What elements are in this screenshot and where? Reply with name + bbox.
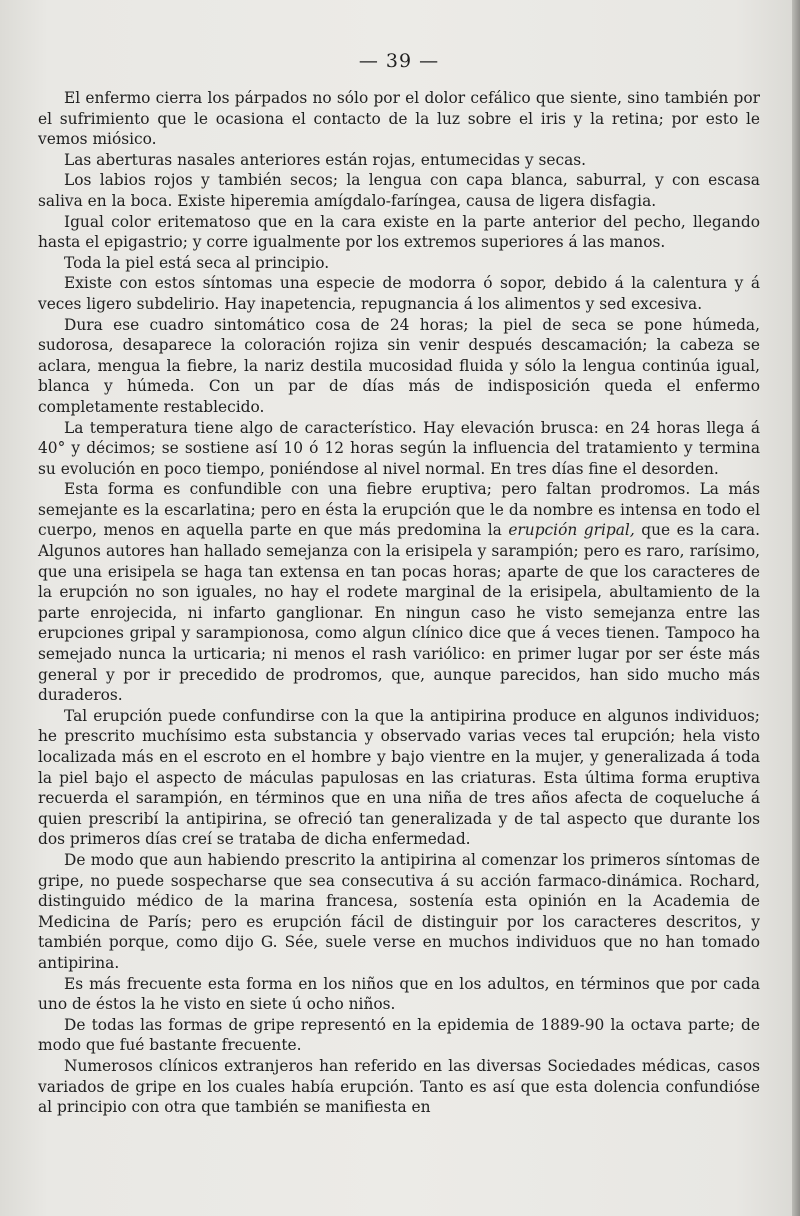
paragraph: Igual color eritematoso que en la cara existe en la parte anterior del pecho, llegando hasta el epigastrio; y corre igualmente por los extremos superiores á las manos. — [38, 212, 760, 252]
paragraph-text: Esta forma es confundible con una fiebre eruptiva; pero faltan prodromos. La más semejante es la escarlatina; pero en ésta la erupción que le da nombre es intensa en todo el cuerpo, menos en aquella parte en que más predomina la — [38, 480, 760, 540]
page-edge — [792, 0, 800, 1216]
paragraph: El enfermo cierra los párpados no sólo por el dolor cefálico que siente, sino también por el sufrimiento que le ocasiona el contacto de la luz sobre el iris y la retina; por esto le vemos miósico. — [38, 89, 760, 149]
paragraph: Dura ese cuadro sintomático cosa de 24 horas; la piel de seca se pone húmeda, sudorosa, desaparece la coloración rojiza sin venir después descamación; la cabeza se aclara, mengua la fiebre, la nariz destila mucosidad fluida y sólo la lengua continúa igual, blanca y húmeda. Con un par de días más de indisposición queda el enfermo completamente restablecido. — [38, 315, 760, 416]
emphasis-text: erupción gripal, — [508, 521, 635, 540]
paragraph: Los labios rojos y también secos; la lengua con capa blanca, saburral, y con escasa saliva en la boca. Existe hiperemia amígdalo-faríngea, causa de ligera disfagia. — [38, 171, 760, 210]
paragraph: Tal erupción puede confundirse con la que la antipirina produce en algunos individuos; he prescrito muchísimo esta substancia y observado varias veces tal erupción; hela visto localizada más en el escroto en el hombre y bajo vientre en la mujer, y generalizada á toda la piel bajo el aspecto de máculas papulosas en las criaturas. Esta última forma eruptiva recuerda el sarampión, en términos que en una niña de tres años afecta de coqueluche á quien prescribí la antipirina, se ofreció tan generalizada y de tal aspecto que durante los dos primeros días creí se trataba de dicha enfermedad. — [38, 706, 760, 849]
paragraph: Toda la piel está seca al principio. — [64, 253, 330, 272]
page-number: — 39 — — [358, 50, 440, 72]
paragraph: Numerosos clínicos extranjeros han referido en las diversas Sociedades médicas, casos variados de gripe en los cuales había erupción. Tanto es así que esta dolencia confundióse al principio con otra que también se manifiesta en — [38, 1056, 760, 1117]
paragraph: Existe con estos síntomas una especie de modorra ó sopor, debido á la calentura y á veces ligero subdelirio. Hay inapetencia, repugnancia á los alimentos y sed excesiva. — [38, 274, 760, 313]
paragraph: Las aberturas nasales anteriores están rojas, entumecidas y secas. — [64, 150, 587, 169]
paragraph: Es más frecuente esta forma en los niños que en los adultos, en términos que por cada uno de éstos la he visto en siete ú ocho niños. — [38, 974, 760, 1014]
paragraph — [38, 479, 760, 706]
paragraph: La temperatura tiene algo de característico. Hay elevación brusca: en 24 horas llega á 40° y décimos; se sostiene así 10 ó 12 horas según la influencia del tratamiento y termina su evolución en poco tiempo, poniéndose al nivel normal. En tres días fine el desorden. — [38, 418, 760, 478]
paragraph: De modo que aun habiendo prescrito la antipirina al comenzar los primeros síntomas de gripe, no puede sospecharse que sea consecutiva á su acción farmaco-dinámica. Rochard, distinguido médico de la marina francesa, sostenía esta opinión en la Academia de Medicina de París; pero es erupción fácil de distinguir por los caracteres descritos, y también porque, como dijo G. Sée, suele verse en muchos individuos que no han tomado antipirina. — [38, 850, 760, 972]
paragraph-text: que es la cara. Algunos autores han hallado semejanza con la erisipela y sarampión; pero es raro, rarísimo, que una erisipela se haga tan extensa en tan pocas horas; aparte de que los caracteres de la erupción no son iguales, no hay el rodete marginal de la erisipela, abultamiento de la parte enrojecida, ni infarto ganglionar. En ningun caso he visto semejanza entre las erupciones gripal y sarampionosa, como algun clínico dice que á veces tienen. Tampoco ha semejado nunca la urticaria; ni menos el rash variólico: en primer lugar por ser éste más general y por ir precedido de prodromos, que, aunque parecidos, han sido mucho más duraderos. — [38, 521, 760, 705]
body-text — [38, 88, 760, 1118]
paragraph: De todas las formas de gripe representó en la epidemia de 1889-90 la octava parte; de modo que fué bastante frecuente. — [38, 1015, 760, 1055]
